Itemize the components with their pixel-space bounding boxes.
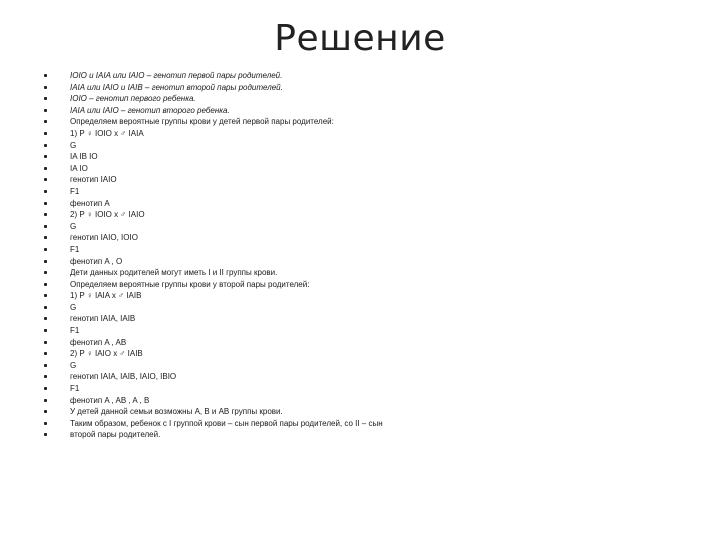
list-item: второй пары родителей. [44, 429, 684, 441]
list-item: У детей данной семьи возможны A, B и AB группы крови. [44, 406, 684, 418]
list-item: генотип IAIA, IAIB [44, 313, 684, 325]
list-item: G [44, 360, 684, 372]
list-item: 2) P ♀ IAIO x ♂ IAIB [44, 348, 684, 360]
list-item: фенотип A , AB , A , B [44, 395, 684, 407]
list-item: IOIO – генотип первого ребенка. [44, 93, 684, 105]
list-item: 2) P ♀ IOIO x ♂ IAIO [44, 209, 684, 221]
list-item: IA IO [44, 163, 684, 175]
list-item: генотип IAIO [44, 174, 684, 186]
slide-title: Решение [274, 18, 446, 59]
list-item: Определяем вероятные группы крови у детей первой пары родителей: [44, 116, 684, 128]
list-item: Таким образом, ребенок с I группой крови – сын первой пары родителей, со II – сын [44, 418, 684, 430]
list-item: G [44, 302, 684, 314]
list-item: IA IB IO [44, 151, 684, 163]
list-item: G [44, 221, 684, 233]
list-item: фенотип A , AB [44, 337, 684, 349]
list-item: 1) P ♀ IOIO x ♂ IAIA [44, 128, 684, 140]
list-item: F1 [44, 325, 684, 337]
list-item: F1 [44, 186, 684, 198]
list-item: Определяем вероятные группы крови у второй пары родителей: [44, 279, 684, 291]
list-item: F1 [44, 244, 684, 256]
list-item: IAIA или IAIO и IAIB – генотип второй пары родителей. [44, 82, 684, 94]
list-item: генотип IAIO, IOIO [44, 232, 684, 244]
list-item: IAIA или IAIO – генотип второго ребенка. [44, 105, 684, 117]
list-item: 1) P ♀ IAIA x ♂ IAIB [44, 290, 684, 302]
list-item: генотип IAIA, IAIB, IAIO, IBIO [44, 371, 684, 383]
list-item: F1 [44, 383, 684, 395]
list-item: фенотип A , O [44, 256, 684, 268]
list-item: фенотип A [44, 198, 684, 210]
list-item: IOIO и IAIA или IAIO – генотип первой пары родителей. [44, 70, 684, 82]
list-item: Дети данных родителей могут иметь I и II группы крови. [44, 267, 684, 279]
solution-list [44, 70, 684, 441]
list-item: G [44, 140, 684, 152]
